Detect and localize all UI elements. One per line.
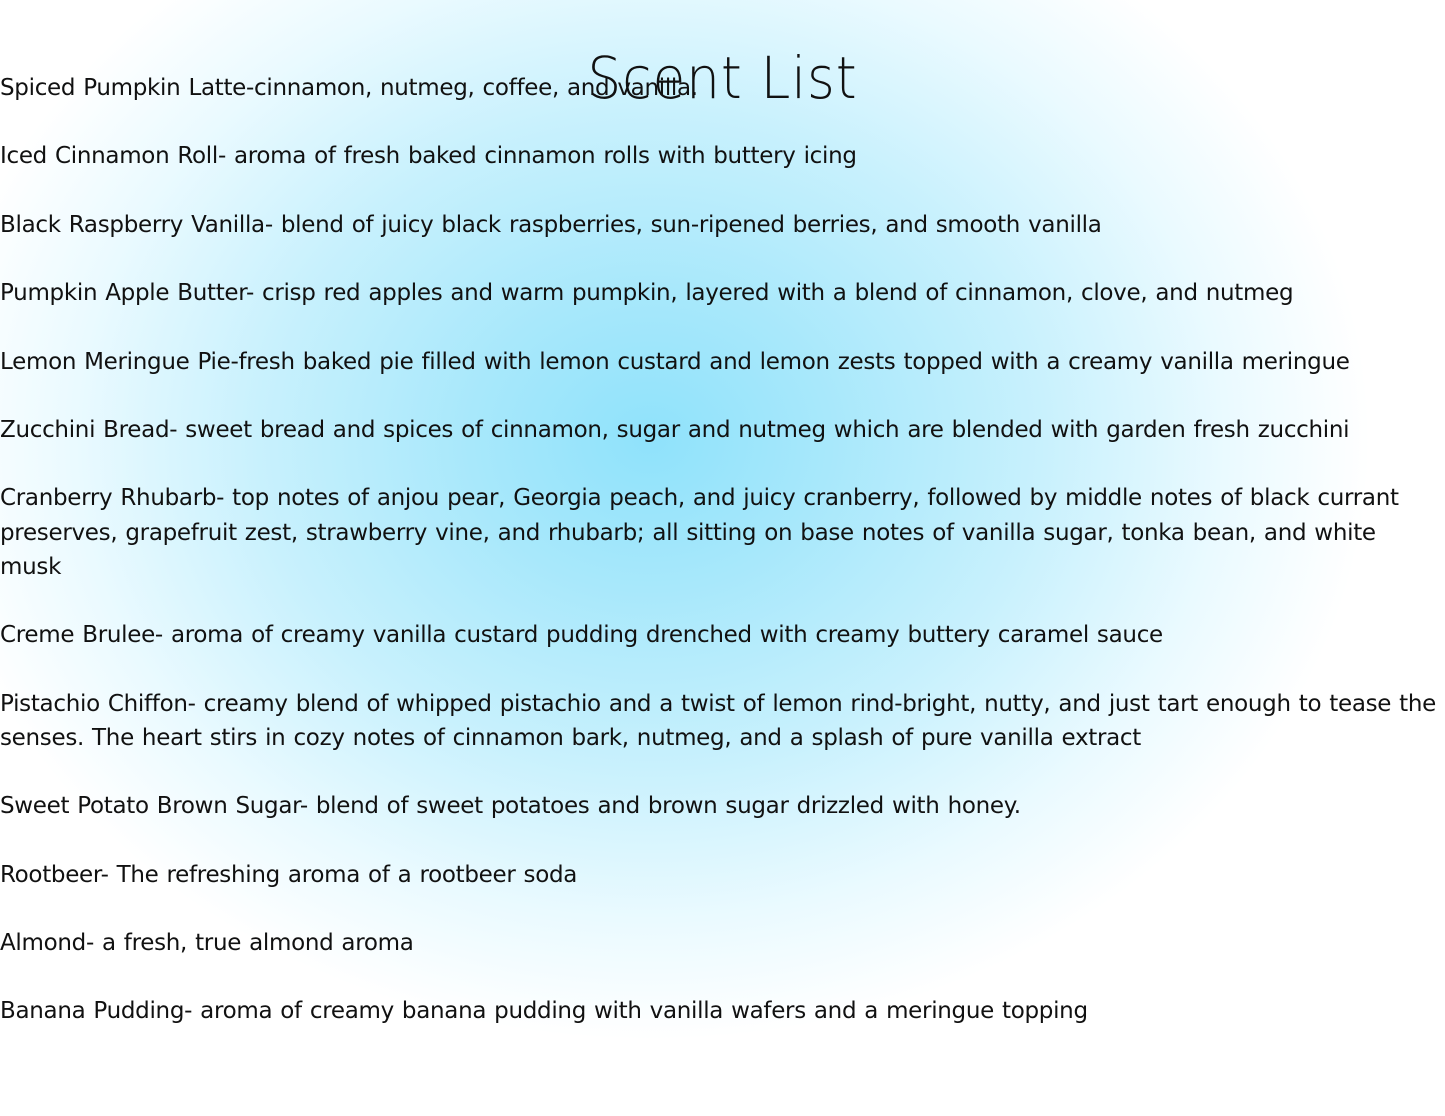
scent-item-sweet-potato-brown-sugar: Sweet Potato Brown Sugar- blend of sweet potatoes and brown sugar drizzled with honey. xyxy=(0,793,1021,820)
scent-item-lemon-meringue-pie: Lemon Meringue Pie-fresh baked pie filled with lemon custard and lemon zests topped with a creamy vanilla meringue xyxy=(0,348,1350,375)
page-title: Scent List xyxy=(587,43,858,112)
scent-item-pumpkin-apple-butter: Pumpkin Apple Butter- crisp red apples and warm pumpkin, layered with a blend of cinnamon, clove, and nutmeg xyxy=(0,280,1294,307)
scent-item-iced-cinnamon-roll: Iced Cinnamon Roll- aroma of fresh baked cinnamon rolls with buttery icing xyxy=(0,143,857,170)
scent-item-black-raspberry-vanilla: Black Raspberry Vanilla- blend of juicy black raspberries, sun-ripened berries, and smooth vanilla xyxy=(0,211,1102,238)
scent-item-spiced-pumpkin-latte: Spiced Pumpkin Latte-cinnamon, nutmeg, coffee, and vanilla. xyxy=(0,75,698,101)
scent-item-banana-pudding: Banana Pudding- aroma of creamy banana pudding with vanilla wafers and a meringue topping xyxy=(0,998,1088,1025)
scent-item-creme-brulee: Creme Brulee- aroma of creamy vanilla custard pudding drenched with creamy buttery caramel sauce xyxy=(0,622,1163,649)
scent-item-zucchini-bread: Zucchini Bread- sweet bread and spices of cinnamon, sugar and nutmeg which are blended with garden fresh zucchini xyxy=(0,416,1350,443)
scent-item-pistachio-chiffon: Pistachio Chiffon- creamy blend of whipped pistachio and a twist of lemon rind-bright, nutty, and just tart enough to tease the senses. The heart stirs in cozy notes of cinnamon bark, nutmeg, and a splash of pure vanilla extract xyxy=(0,690,1437,751)
scent-item-almond: Almond- a fresh, true almond aroma xyxy=(0,929,414,956)
scent-item-cranberry-rhubarb: Cranberry Rhubarb- top notes of anjou pear, Georgia peach, and juicy cranberry, followed by middle notes of black currant preserves, grapefruit zest, strawberry vine, and rhubarb; all sitting on base notes of vanilla sugar, tonka bean, and white musk xyxy=(0,485,1399,580)
scent-list xyxy=(0,71,1440,1063)
scent-item-rootbeer: Rootbeer- The refreshing aroma of a rootbeer soda xyxy=(0,861,578,888)
